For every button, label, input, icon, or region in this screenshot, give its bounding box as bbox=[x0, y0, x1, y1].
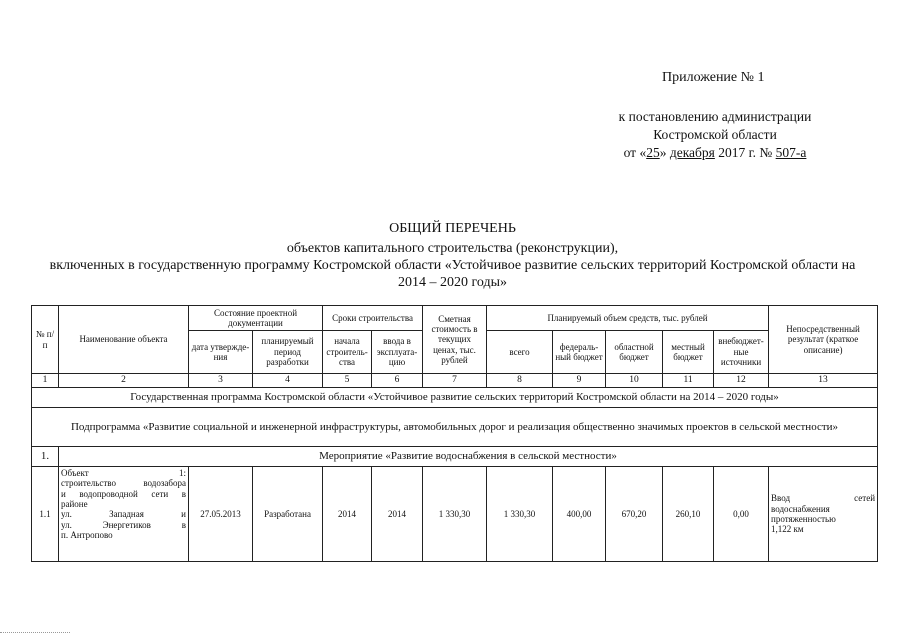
object-name-line: строительство водозабора bbox=[61, 478, 186, 489]
column-number: 12 bbox=[714, 374, 769, 388]
decree-month: декабря bbox=[669, 145, 715, 160]
object-result-line: Ввод сетей bbox=[771, 493, 876, 504]
column-number: 6 bbox=[372, 374, 423, 388]
header-row-1 bbox=[32, 306, 878, 331]
event-num: 1. bbox=[32, 447, 59, 467]
object-row bbox=[32, 467, 878, 562]
header-total: всего bbox=[487, 331, 553, 374]
subprogram-title: Подпрограмма «Развитие социальной и инженерной инфраструктуры, автомобильных дорог и реализация общественно значимых проектов в сельской местности» bbox=[32, 408, 878, 447]
object-approval-date: 27.05.2013 bbox=[189, 467, 253, 562]
decree-line-2: Костромской области bbox=[653, 127, 777, 142]
object-name-line: п. Антропово bbox=[61, 530, 113, 541]
object-name-line: ул. Энергетиков в bbox=[61, 519, 186, 530]
object-result-line: 1,122 км bbox=[771, 524, 804, 535]
object-name-line: Объект 1: bbox=[61, 468, 186, 478]
header-estimated-cost: Сметная стоимость в текущих ценах, тыс. рублей bbox=[423, 306, 487, 374]
document-title: ОБЩИЙ ПЕРЕЧЕНЬ bbox=[389, 221, 516, 236]
header-result: Непосредственный результат (краткое описание) bbox=[769, 306, 878, 374]
header-planned-funds: Планируемый объем средств, тыс. рублей bbox=[487, 306, 769, 331]
column-number: 11 bbox=[663, 374, 714, 388]
object-estimated-cost: 1 330,30 bbox=[423, 467, 487, 562]
decree-line-1: к постановлению администрации bbox=[618, 109, 812, 124]
page-edge-mark bbox=[0, 632, 70, 633]
header-planned-period: планируемый период разработки bbox=[253, 331, 323, 374]
header-extrabudget: внебюджет-ные источники bbox=[714, 331, 769, 374]
objects-table bbox=[31, 305, 878, 562]
header-regional: областной бюджет bbox=[606, 331, 663, 374]
appendix-title: Приложение № 1 bbox=[662, 70, 765, 85]
object-num: 1.1 bbox=[32, 467, 59, 562]
program-title: Государственная программа Костромской области «Устойчивое развитие сельских территорий Костромской области на 2014 – 2020 годы» bbox=[32, 388, 878, 408]
decree-day: 25 bbox=[646, 145, 660, 160]
event-name: Мероприятие «Развитие водоснабжения в сельской местности» bbox=[59, 447, 878, 467]
decree-year: 2017 г. № bbox=[714, 145, 776, 160]
column-number: 1 bbox=[32, 374, 59, 388]
document-subtitle-3: 2014 – 2020 годы» bbox=[397, 275, 508, 290]
object-federal: 400,00 bbox=[553, 467, 606, 562]
decree-date-number bbox=[565, 145, 865, 161]
object-name-line: районе bbox=[61, 499, 88, 510]
object-extrabudget: 0,00 bbox=[714, 467, 769, 562]
object-planned-period: Разработана bbox=[253, 467, 323, 562]
object-commissioning: 2014 bbox=[372, 467, 423, 562]
document-subtitle-1: объектов капитального строительства (реконструкции), bbox=[286, 241, 619, 256]
object-result-line: водоснабжения bbox=[771, 503, 830, 514]
header-approval-date: дата утвержде-ния bbox=[189, 331, 253, 374]
object-name-line: ул. Западная и bbox=[61, 509, 186, 520]
header-local: местный бюджет bbox=[663, 331, 714, 374]
column-number: 10 bbox=[606, 374, 663, 388]
decree-mid: » bbox=[659, 145, 670, 160]
column-number: 5 bbox=[323, 374, 372, 388]
subprogram-row bbox=[32, 408, 878, 447]
column-number: 13 bbox=[769, 374, 878, 388]
header-federal: федераль-ный бюджет bbox=[553, 331, 606, 374]
column-numbers-row bbox=[32, 374, 878, 388]
object-name bbox=[59, 467, 189, 562]
column-number: 8 bbox=[487, 374, 553, 388]
document-subtitle-2: включенных в государственную программу Костромской области «Устойчивое развитие сельских территорий Костромской области на bbox=[49, 258, 856, 273]
header-num: № п/п bbox=[32, 306, 59, 374]
program-row bbox=[32, 388, 878, 408]
column-number: 3 bbox=[189, 374, 253, 388]
header-commissioning: ввода в эксплуата-цию bbox=[372, 331, 423, 374]
object-total: 1 330,30 bbox=[487, 467, 553, 562]
object-regional: 670,20 bbox=[606, 467, 663, 562]
decree-number: 507-а bbox=[775, 145, 807, 160]
object-name-line: и водопроводной сети в bbox=[61, 488, 186, 499]
header-construction-terms: Сроки строительства bbox=[323, 306, 423, 331]
column-number: 4 bbox=[253, 374, 323, 388]
column-number: 9 bbox=[553, 374, 606, 388]
object-local: 260,10 bbox=[663, 467, 714, 562]
column-number: 7 bbox=[423, 374, 487, 388]
header-name: Наименование объекта bbox=[59, 306, 189, 374]
object-start: 2014 bbox=[323, 467, 372, 562]
header-design-status: Состояние проектной документации bbox=[189, 306, 323, 331]
header-start: начала строитель-ства bbox=[323, 331, 372, 374]
decree-prefix: от « bbox=[623, 145, 647, 160]
object-result-line: протяженностью bbox=[771, 514, 836, 524]
object-result bbox=[769, 467, 878, 562]
event-row bbox=[32, 447, 878, 467]
column-number: 2 bbox=[59, 374, 189, 388]
